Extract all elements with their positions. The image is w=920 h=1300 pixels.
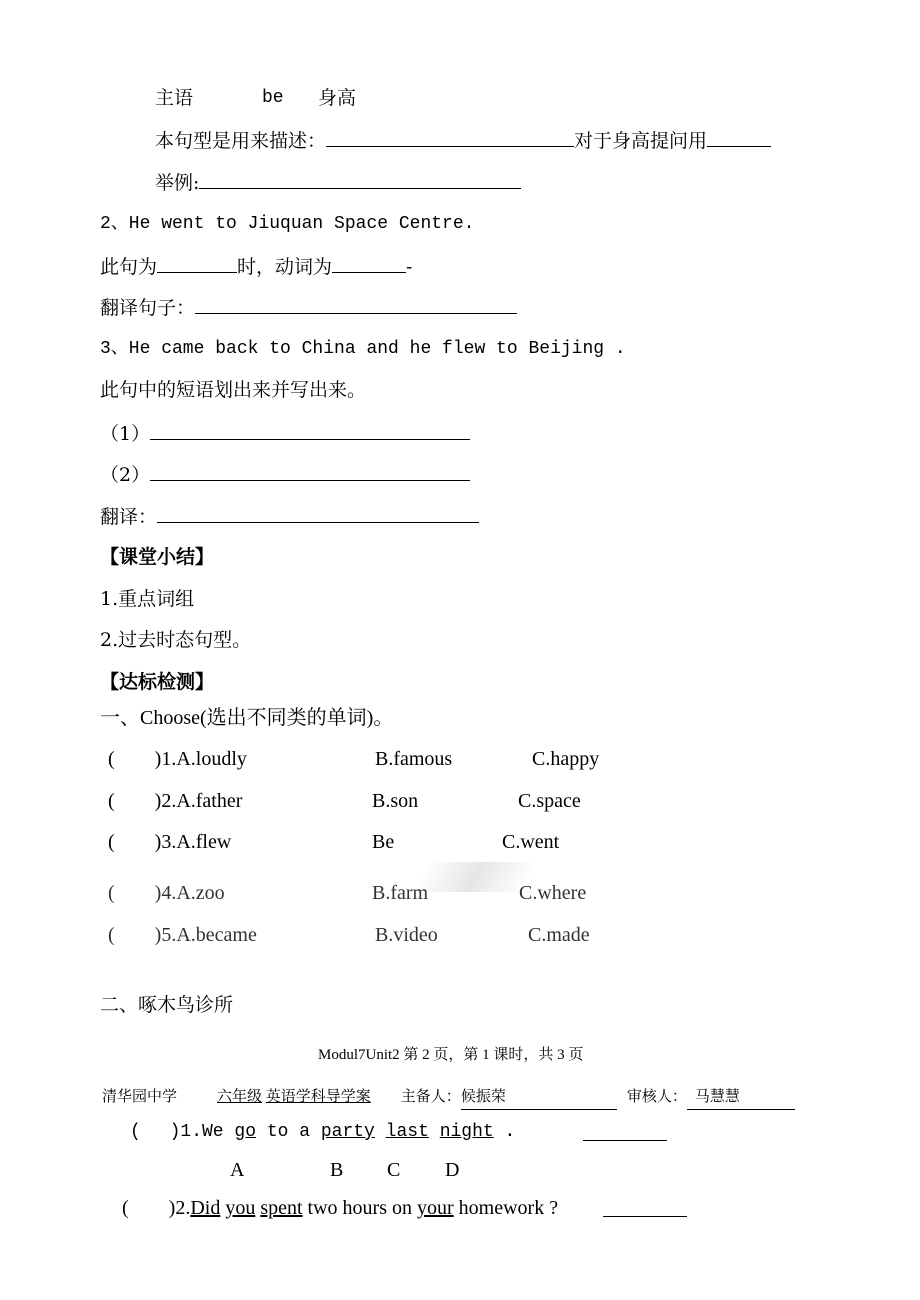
heading-summary: 【课堂小结】 (100, 546, 215, 568)
text: homework ? (453, 1197, 559, 1219)
option-d: night (439, 1122, 494, 1142)
line-example (155, 170, 521, 195)
blank[interactable] (332, 254, 406, 273)
choose-1-a: ( )1.A.loudly (108, 748, 247, 770)
line-tense (100, 254, 412, 279)
choose-5-c: C.made (528, 924, 590, 946)
heading-test: 【达标检测】 (100, 671, 215, 693)
question-2 (122, 1196, 558, 1220)
option: Did (190, 1197, 221, 1219)
option: you (225, 1197, 256, 1219)
option-c: last (385, 1122, 429, 1142)
subject: 英语学科导学案 (265, 1089, 371, 1105)
line-phrases: 此句中的短语划出来并写出来。 (100, 379, 367, 401)
answer-blank-1[interactable] (583, 1122, 667, 1141)
choose-2-c: C.space (518, 790, 581, 812)
grade: 六年级 (217, 1089, 263, 1105)
option: your (417, 1197, 454, 1219)
line-describe (155, 128, 771, 153)
page-footer: Modul7Unit2 第 2 页，第 1 课时，共 3 页 (318, 1047, 584, 1063)
school: 清华园中学 (102, 1089, 178, 1105)
blank[interactable] (157, 254, 237, 273)
line-1 (100, 421, 470, 446)
preparer: 候振荣 (461, 1085, 617, 1110)
heading-woodpecker: 二、啄木鸟诊所 (100, 994, 234, 1016)
choose-3-c: C.went (502, 831, 560, 853)
label: 举例: (155, 172, 200, 194)
answer-paren[interactable]: ( ) (130, 1122, 181, 1142)
blank[interactable] (157, 504, 479, 523)
blank[interactable] (150, 421, 470, 440)
choose-4-a: ( )4.A.zoo (108, 882, 225, 904)
choose-2-a: ( )2.A.father (108, 790, 243, 812)
reviewer: 马慧慧 (687, 1085, 795, 1110)
choose-2-b: B.son (372, 790, 419, 812)
line-be: be (262, 88, 284, 108)
line-subject: 主语 (155, 87, 194, 109)
line-2 (100, 462, 470, 487)
line-translation (100, 504, 479, 529)
option-b: party (320, 1122, 375, 1142)
text: . (493, 1122, 516, 1142)
choose-1-c: C.happy (532, 748, 600, 770)
line-height: 身高 (318, 87, 357, 109)
letter-b: B (330, 1159, 344, 1181)
sentence-2: 2、He went to Jiuquan Space Centre. (100, 214, 475, 234)
choose-4-c: C.where (519, 882, 587, 904)
choose-3-b: Be (372, 831, 395, 853)
label: 主备人： (400, 1089, 461, 1105)
choose-instruction: 一、Choose(选出不同类的单词)。 (100, 707, 394, 729)
blank[interactable] (707, 128, 771, 147)
letter-a: A (230, 1159, 245, 1181)
label: 翻译句子： (100, 297, 196, 319)
choose-3-a: ( )3.A.flew (108, 831, 232, 853)
line-translate (100, 295, 517, 320)
sentence-3: 3、He came back to China and he flew to Beijing . (100, 339, 626, 359)
label: 审核人： (626, 1089, 687, 1105)
option: spent (260, 1197, 303, 1219)
choose-4-b: B.farm (372, 882, 429, 904)
page-header (102, 1085, 822, 1110)
question-1 (130, 1120, 515, 1144)
blank[interactable] (195, 295, 517, 314)
blank[interactable] (326, 128, 574, 147)
label: （2） (100, 464, 151, 486)
summary-2: 2.过去时态句型。 (100, 629, 252, 651)
label: （1） (100, 423, 151, 445)
answer-blank-2[interactable] (603, 1198, 687, 1217)
text: 2. (175, 1197, 191, 1219)
text: two hours on (302, 1197, 417, 1219)
answer-paren[interactable]: ( ) (122, 1197, 176, 1219)
text: 1.We (180, 1122, 235, 1142)
blank[interactable] (199, 170, 521, 189)
label: 对于身高提问用 (574, 130, 708, 152)
blank[interactable] (150, 462, 470, 481)
choose-1-b: B.famous (375, 748, 453, 770)
label: 此句为 (100, 256, 158, 278)
label: 本句型是用来描述： (155, 130, 327, 152)
letter-c: C (387, 1159, 401, 1181)
dash: - (406, 256, 413, 278)
summary-1: 1.重点词组 (100, 588, 195, 610)
label: 时，动词为 (237, 256, 333, 278)
choose-5-a: ( )5.A.became (108, 924, 257, 946)
option-a: go (234, 1122, 257, 1142)
label: 翻译： (100, 506, 158, 528)
text: to a (256, 1122, 321, 1142)
choose-5-b: B.video (375, 924, 438, 946)
letter-d: D (445, 1159, 460, 1181)
